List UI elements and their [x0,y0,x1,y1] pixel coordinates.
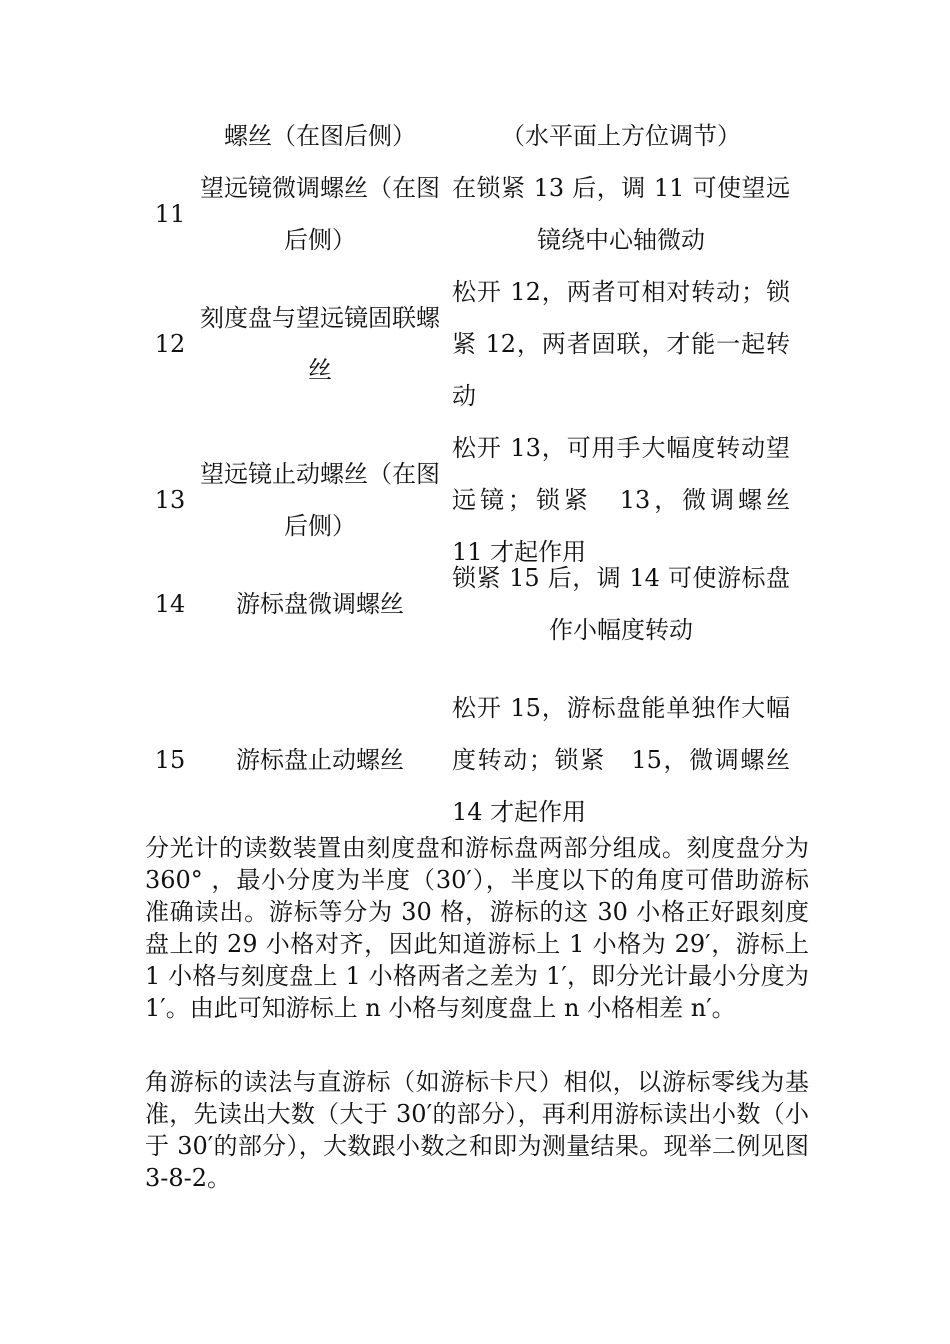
component-name: 游标盘微调螺丝 [236,590,404,618]
component-name: 望远镜微调螺丝（在图后侧） [200,174,440,254]
table-row [140,266,800,422]
component-function: 锁紧 15 后，调 14 可使游标盘作小幅度转动 [452,564,790,644]
reading-device-paragraph: 分光计的读数装置由刻度盘和游标盘两部分组成。刻度盘分为 360° ，最小分度为半度（30′），半度以下的角度可借助游标准确读出。游标等分为 30 格，游标的这 30 小格正好跟刻度盘上的 29 小格对齐，因此知道游标上 1 小格为 29′，游标上 1 小格与刻度盘上 1 小格两者之差为 1′，即分光计最小分度为 1′。由此可知游标上 n 小格与刻度盘上 n 小格相差 n′。 [145,834,809,1022]
table-row [140,162,800,266]
row-number: 15 [154,746,186,774]
table-row [140,110,800,162]
component-name: 刻度盘与望远镜固联螺丝 [200,304,440,384]
component-name: 望远镜止动螺丝（在图后侧） [200,460,440,540]
component-name: 螺丝（在图后侧） [224,122,416,150]
row-number: 12 [154,330,186,358]
table-row [140,564,800,682]
row-number: 14 [154,590,186,618]
component-function: 松开 15，游标盘能单独作大幅度转动；锁紧 15，微调螺丝 14 才起作用 [452,694,814,826]
table-row [140,682,814,838]
vernier-reading-paragraph: 角游标的读法与直游标（如游标卡尺）相似，以游标零线为基准，先读出大数（大于 30′的部分），再利用游标读出小数（小于 30′的部分），大数跟小数之和即为测量结果。现举二例见图 3-8-2。 [145,1068,809,1192]
component-table [140,110,814,838]
row-number: 13 [154,486,186,514]
component-name: 游标盘止动螺丝 [236,746,404,774]
component-function: 松开 12，两者可相对转动；锁紧 12，两者固联，才能一起转动 [452,278,790,410]
component-function: 松开 13，可用手大幅度转动望远镜；锁紧 13，微调螺丝 11 才起作用 [452,434,814,566]
component-function: （水平面上方位调节） [501,122,741,150]
component-function: 在锁紧 13 后，调 11 可使望远镜绕中心轴微动 [452,174,790,254]
row-number: 11 [154,200,186,228]
